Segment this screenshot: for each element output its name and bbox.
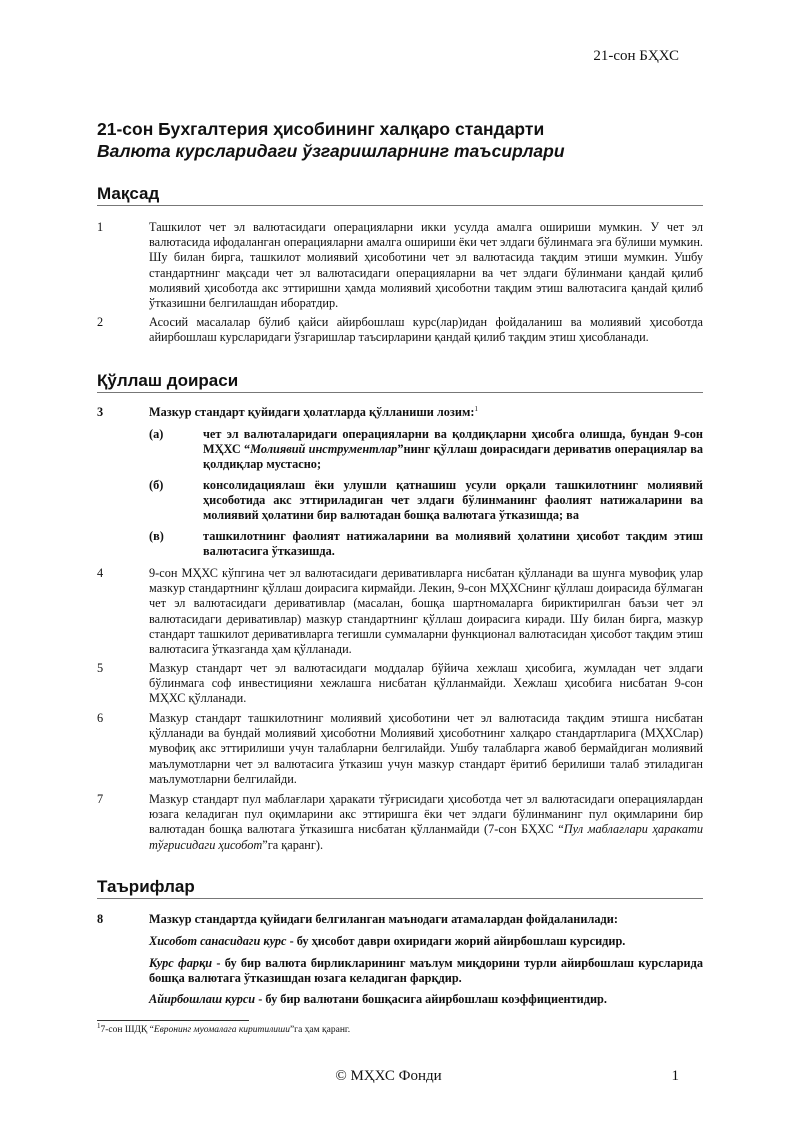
item-text: консолидациялаш ёки улушли қатнашиш усули орқали ташкилотнинг молиявий ҳисоботида акс эттириладиган чет элдаги бўлинманинг фаолият натижаларини ва молиявий ҳолатини бир валютадан бошқа валютага ўтказишда; ва [203,478,703,523]
item-label: (а) [149,427,164,441]
footnote: $^1$7-сон ШДҚ “Евронинг муомалага киритилиши”га ҳам қаранг. [97,1021,351,1035]
definition-text: - бу бир валютани бошқасига айирбошлаш коэффициентидир. [255,992,607,1006]
paragraph-text: Мазкур стандартда қуйидаги белгиланган маънодаги атамалардан фойдаланилади: [149,912,618,926]
definition-term: Хисобот санасидаги курс [149,934,287,948]
item-emphasis: Молиявий инструментлар [250,442,398,457]
paragraph-5 [97,661,703,707]
section-heading-scope: Қўллаш доираси [97,370,703,393]
scope-item-b [149,478,703,524]
paragraph-2 [97,315,703,345]
paragraph-text: Мазкур стандарт пул маблағлари ҳаракати тўғрисидаги ҳисоботда чет эл валютасидаги операциялардан юзага келадиган пул оқимларини акс эттиришга ёки чет элдаги бўлинманинг пул оқимларини бир валютадан бошқа валютага ўтказишга нисбатан қўлланмайди (7-сон БҲХС “Пул маблағлари ҳаракати тўғрисидаги ҳисобот”га қаранг). [149,792,703,852]
definition-term: Айирбошлаш курси [149,992,256,1006]
scope-item-c [149,529,703,559]
paragraph-number: 8 [97,912,104,926]
item-text: ташкилотнинг фаолият натижаларини ва молиявий ҳолатини ҳисобот тақдим этиш валютасига ўтказишда. [203,529,703,559]
paragraph-text [149,405,703,420]
section-heading-definitions: Таърифлар [97,876,703,899]
scope-item-a [149,427,703,473]
section-heading-objective: Мақсад [97,183,703,206]
definition-exchange-difference [149,956,703,986]
paragraph-4 [97,566,703,657]
paragraph-3 [97,405,703,420]
item-label: (в) [149,529,164,543]
paragraph-text: Асосий масалалар бўлиб қайси айирбошлаш курс(лар)идан фойдаланиш ва молиявий ҳисоботда айирбошлаш курсларидаги ўзгаришлар таъсирларини қандай қилиб тақдим этиш ҳисобланади. [149,315,703,345]
paragraph-1 [97,220,703,311]
footnote-mark: 1 [97,1021,101,1030]
paragraph-text: 9-сон МҲХС кўпгина чет эл валютасидаги деривативларга нисбатан қўлланади ва шунга мувофиқ улар мазкур стандартнинг қўллаш доирасига кирмайди. Лекин, 9-сон МҲХСнинг қўллаш доирасида бўлмаган чет эл валютасидаги деривативлар (масалан, бошқа шартномаларга бириктирилган баъзи чет эл валютасидаги деривативлар) мазкур стандартнинг қўллаш доирасига киради. Шу билан бирга, мазкур стандарт ташкилот деривативларга тегишли суммаларни функционал валютасидан ҳисобот тақдим этиш валютасига ўтказганда ҳам қўлланади. [149,566,703,657]
footer-copyright: © МҲХС Фонди [335,1068,442,1084]
footnote-emphasis: Евронинг муомалага киритилиши [153,1025,290,1035]
paragraph-3-text: Мазкур стандарт қуйидаги ҳолатларда қўлланиши лозим: [149,405,475,419]
paragraph-text: Мазкур стандарт ташкилотнинг молиявий ҳисоботини чет эл валютасида тақдим этишга нисбатан қўлланади ва бундай молиявий ҳисоботни Молиявий ҳисоботнинг халқаро стандартларига (МҲХСлар) мувофиқ акс эттирилиши учун талабларни белгилайди. Ушбу талабларга жавоб бермайдиган молиявий маълумотларни чет эл валютасига ўтказиш учун мазкур стандарт ёритиб берилиши талаб этиладиган маълумотларни белгилайди. [149,711,703,786]
paragraph-number: 3 [97,405,104,419]
document-title [97,118,717,162]
item-label: (б) [149,478,164,492]
definition-text: - бу бир валюта бирликларининг маълум миқдорини турли айирбошлаш курсларида бошқа валютага ўтказишдан юзага келадиган фарқдир. [149,956,703,986]
definition-text: - бу ҳисобот даври охиридаги жорий айирбошлаш курсидир. [286,934,626,948]
paragraph-6 [97,711,703,787]
paragraph-7 [97,792,703,853]
paragraph-number: 2 [97,315,104,329]
paragraph-emphasis: Пул маблағлари ҳаракати тўғрисидаги ҳисобот [149,822,703,852]
paragraph-text: Мазкур стандарт чет эл валютасидаги моддалар бўйича хежлаш ҳисобига, жумладан чет элдаги бўлинмага соф инвестицияни хежлашга нисбатан қўлланмайди. Хежлаш ҳисобига нисбатан 9-сон МҲХС қўлланади. [149,661,703,706]
paragraph-8 [97,912,703,927]
paragraph-number: 1 [97,220,104,234]
page-number: 1 [671,1068,679,1084]
paragraph-number: 5 [97,661,104,675]
item-text: чет эл валюталаридаги операцияларни ва қолдиқларни ҳисобга олишда, бундан 9-сон МҲХС “Молиявий инструментлар”нинг қўллаш доирасидаги дериватив операциялар ва қолдиқлар мустасно; [203,427,703,472]
paragraph-text: Ташкилот чет эл валютасидаги операцияларни икки усулда амалга ошириши мумкин. У чет эл валютасида ифодаланган операцияларни амалга ошириши ёки чет элдаги бўлинмага эга бўлиши мумкин. Шу билан бирга, ташкилот молиявий ҳисоботини чет эл валютасида тақдим этиши мумкин. Ушбу стандартнинг мақсади чет эл валютасидаги операцияларни ва чет элдаги бўлинмани қандай қилиб молиявий ҳисоботда акс эттиришни ҳамда молиявий ҳисоботни тақдим этиш валютасига қандай қилиб ўтказишни белгилашдан иборатдир. [149,220,703,311]
paragraph-number: 4 [97,566,104,580]
running-header: 21-сон БҲХС [593,48,679,64]
title-subtitle: Валюта курсларидаги ўзгаришларнинг таъсирлари [97,141,565,161]
footnote-rule [97,1020,249,1021]
definition-term: Курс фарқи [149,956,213,970]
title-main: 21-сон Бухгалтерия ҳисобининг халқаро стандарти [97,119,545,139]
definition-closing-rate [149,934,703,949]
definition-exchange-rate [149,992,703,1007]
footnote-reference: 1 [474,404,478,413]
paragraph-number: 6 [97,711,104,725]
paragraph-number: 7 [97,792,104,806]
